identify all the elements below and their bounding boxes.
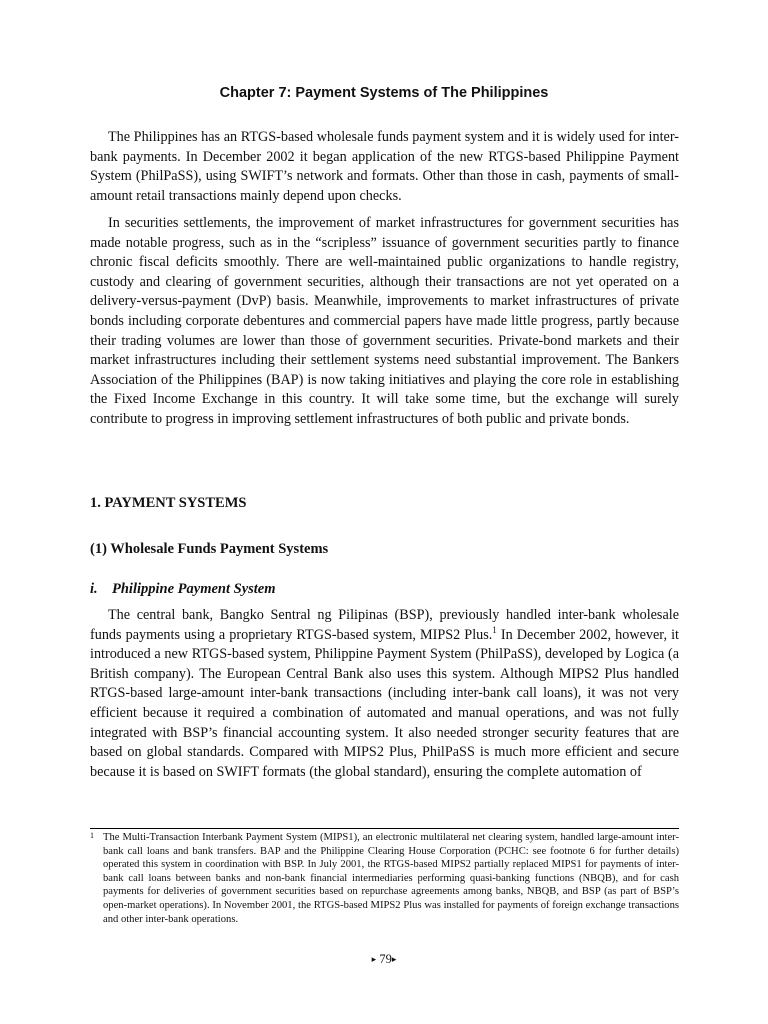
page-marker-left-icon: ▸	[371, 954, 377, 964]
intro-paragraph-1: The Philippines has an RTGS-based wholesale funds payment system and it is widely used for inter-bank payments. In December 2002 it began application of the new RTGS-based Philippine Payment System (PhilPaSS), using SWIFT’s network and formats. Other than those in cash, payments of small-amount retail transactions mainly depend upon checks.	[90, 129, 679, 204]
subsubsection-number: i.	[90, 581, 98, 597]
section-heading-payment-systems: 1. PAYMENT SYSTEMS	[90, 495, 247, 511]
philpass-text-part-1: The central bank, Bangko Sentral ng Pilipinas (BSP), previously handled inter-bank wholesale funds payments using a proprietary RTGS-based system, MIPS2 Plus.	[90, 607, 679, 643]
footnote-mark: 1	[90, 831, 94, 840]
chapter-title: Chapter 7: Payment Systems of The Philippines	[219, 85, 549, 101]
philpass-text-part-2: In December 2002, however, it introduced a new RTGS-based system, Philippine Payment System (PhilPaSS), developed by Logica (a British company). The European Central Bank also uses this system. Although MIPS2 Plus handled RTGS-based large-amount inter-bank transactions (including inter-bank call loans), it was not very efficient because it required a combination of automated and manual operations, and was not fully integrated with BSP’s financial accounting system. It also needed stronger security features that are based on global standards. Compared with MIPS2 Plus, PhilPaSS is much more efficient and secure because it is based on SWIFT formats (the global standard), ensuring the complete automation of	[90, 626, 679, 780]
footnote-1	[90, 831, 679, 926]
philpass-paragraph	[90, 606, 679, 782]
page-number	[0, 952, 768, 967]
subsubsection-heading-philpass	[90, 581, 276, 598]
footnote-reference[interactable]: 1	[492, 624, 497, 635]
footnote-divider	[90, 828, 679, 829]
page-marker-right-icon: ▸	[391, 954, 397, 964]
page-number-value: 79	[379, 952, 392, 966]
footnote-text: The Multi-Transaction Interbank Payment System (MIPS1), an electronic multilateral net clearing system, handled large-amount inter-bank call loans and bank transfers. BAP and the Philippine Clearing House Corporation (PCHC: see footnote 6 for further details) operated this system in coordination with BSP. In July 2001, the RTGS-based MIPS2 partially replaced MIPS1 for payments of inter-bank call loans between banks and non-bank financial intermediaries performing quasi-banking functions (NBQB), and for cash payments for deliveries of government securities based on repurchase agreements among banks, NBQB, and BSP (as part of BSP’s open-market operations). In November 2001, the RTGS-based MIPS2 Plus was installed for payments of foreign exchange transactions and other inter-bank operations.	[103, 832, 679, 925]
subsection-heading-wholesale: (1) Wholesale Funds Payment Systems	[90, 541, 329, 557]
intro-paragraph-2: In securities settlements, the improvement of market infrastructures for government securities has made notable progress, such as in the “scripless” issuance of government securities partly to finance chronic fiscal deficits smoothly. There are well-maintained public organizations to handle registry, custody and clearing of government securities, although their transactions are not yet operated on a delivery-versus-payment (DvP) basis. Meanwhile, improvements to market infrastructures of private bonds including corporate debentures and commercial papers have made little progress, partly because their trading volumes are lower than those of government securities. Private-bond markets and their market infrastructures including their settlement systems need substantial improvement. The Bankers Association of the Philippines (BAP) is now taking initiatives and playing the core role in establishing the Fixed Income Exchange in this country. It will take some time, but the exchange will surely contribute to progress in improving settlement infrastructures of both public and private bonds.	[90, 215, 679, 427]
subsubsection-title: Philippine Payment System	[112, 581, 276, 597]
